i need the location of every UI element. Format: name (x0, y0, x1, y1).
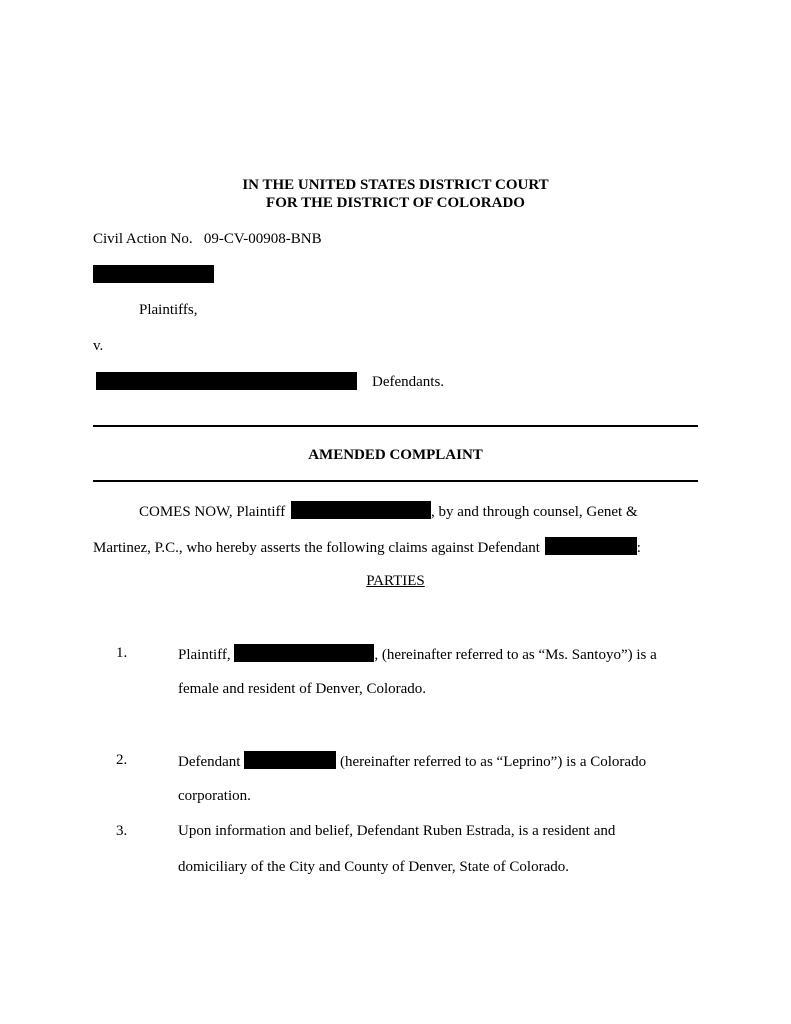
redacted-defendant-name-p2 (244, 751, 336, 769)
parties-heading: PARTIES (366, 573, 425, 589)
civil-action-number: 09-CV-00908-BNB (203, 231, 322, 247)
intro-line1-after: , by and through counsel, Genet & (431, 504, 638, 520)
intro-line1-before: COMES NOW, Plaintiff (139, 504, 286, 520)
intro-line2 (93, 537, 641, 557)
civil-action-label: Civil Action No. (93, 231, 193, 247)
civil-action-line (93, 230, 322, 248)
redacted-defendant-name-intro (545, 537, 637, 555)
redacted-plaintiff-name-intro (291, 501, 431, 519)
paragraph-3-line1: Upon information and belief, Defendant Ruben Estrada, is a resident and (178, 823, 616, 839)
paragraph-3-line2: domiciliary of the City and County of Denver, State of Colorado. (178, 859, 569, 875)
redacted-plaintiff-name (93, 265, 214, 283)
paragraph-1-line1 (178, 644, 657, 664)
paragraph-2-before: Defendant (178, 754, 241, 770)
paragraph-1-number: 1. (116, 645, 128, 661)
document-title: AMENDED COMPLAINT (308, 447, 483, 463)
intro-line2-after: : (636, 540, 641, 556)
paragraph-2-after: (hereinafter referred to as “Leprino”) is a Colorado (339, 754, 647, 770)
court-name-line1: IN THE UNITED STATES DISTRICT COURT (242, 177, 549, 193)
redacted-plaintiff-name-p1 (234, 644, 374, 662)
paragraph-2-line1 (178, 751, 646, 771)
plaintiffs-label: Plaintiffs, (139, 302, 198, 318)
paragraph-3-number: 3. (116, 823, 128, 839)
versus-label: v. (93, 338, 104, 354)
paragraph-2-line2: corporation. (178, 788, 251, 804)
top-divider (93, 425, 698, 427)
court-name-line2: FOR THE DISTRICT OF COLORADO (266, 195, 525, 211)
bottom-divider (93, 480, 698, 482)
paragraph-1-before: Plaintiff, (178, 647, 231, 663)
paragraph-1-line2: female and resident of Denver, Colorado. (178, 681, 427, 697)
defendants-label: Defendants. (372, 374, 445, 390)
intro-line1 (139, 501, 638, 521)
intro-line2-before: Martinez, P.C., who hereby asserts the following claims against Defendant (93, 540, 540, 556)
paragraph-2-number: 2. (116, 752, 128, 768)
paragraph-1-after: , (hereinafter referred to as “Ms. Santoyo”) is a (374, 647, 657, 663)
redacted-defendant-names (96, 372, 357, 390)
